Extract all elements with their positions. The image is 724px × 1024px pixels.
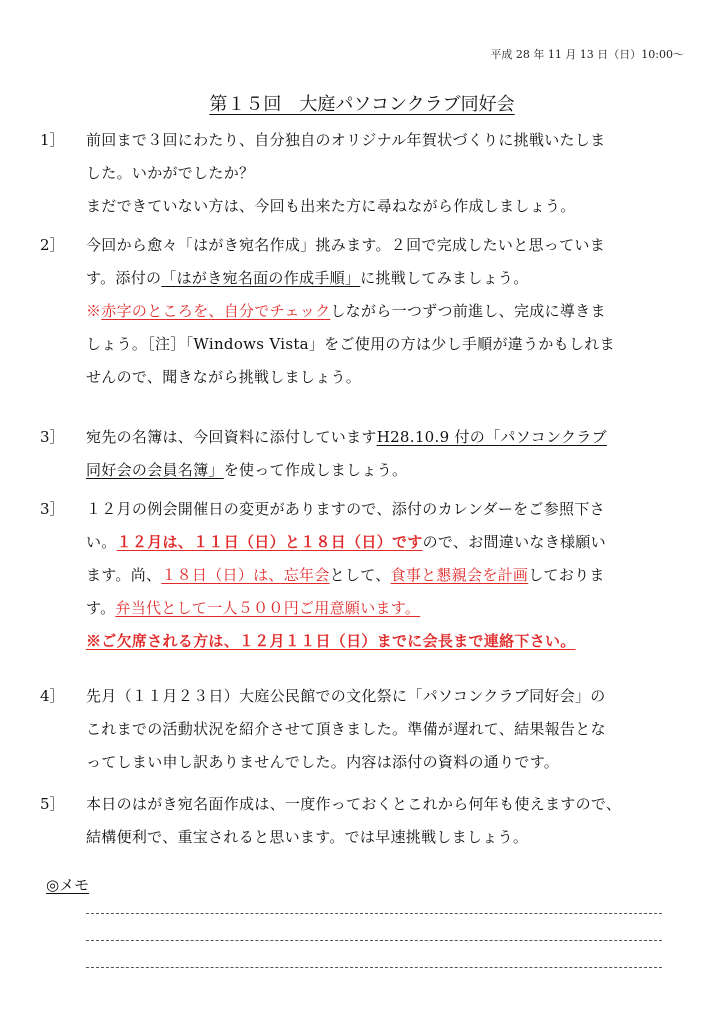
item-line: ※赤字のところを、自分でチェックしながら一つずつ前進し、完成に導きま bbox=[86, 302, 606, 320]
page-title: 第１５回 大庭パソコンクラブ同好会 bbox=[209, 94, 515, 115]
memo-line bbox=[86, 940, 662, 941]
item-line: い。１２月は、１１日（日）と１８日（日）ですので、お間違いなき様願い bbox=[86, 533, 606, 551]
december-dates: １２月は、１１日（日）と１８日（日）です bbox=[116, 533, 423, 551]
item-line: す。弁当代として一人５００円ご用意願います。 bbox=[86, 599, 421, 617]
item-line: しょう。［注］「Windows Vista」をご使用の方は少し手順が違うかもしれま bbox=[86, 335, 615, 353]
item-line: す。添付の「はがき宛名面の作成手順」に挑戦してみましょう。 bbox=[86, 269, 529, 287]
item-number: 1］ bbox=[40, 131, 65, 149]
item-line: 本日のはがき宛名面作成は、一度作っておくとこれから何年も使えますので、 bbox=[86, 795, 622, 813]
guide-reference: 「はがき宛名面の作成手順」 bbox=[161, 269, 361, 287]
item-line: ます。尚、１８日（日）は、忘年会として、食事と懇親会を計画しておりま bbox=[86, 566, 605, 584]
meeting-date: 平成 28 年 11 月 13 日（日）10:00～ bbox=[490, 48, 684, 61]
item-line: まだできていない方は、今回も出来た方に尋ねながら作成しましょう。 bbox=[86, 197, 576, 215]
item-number: 2］ bbox=[40, 236, 65, 254]
member-list-reference: 同好会の会員名簿」 bbox=[86, 461, 224, 479]
item-number: 4］ bbox=[40, 687, 65, 705]
item-line bbox=[86, 625, 680, 658]
item-line: 前回まで３回にわたり、自分独自のオリジナル年賀状づくりに挑戦いたしま bbox=[86, 131, 606, 149]
item-line: 結構便利で、重宝されると思います。では早速挑戦しましょう。 bbox=[86, 828, 529, 846]
item-line: 先月（１１月２３日）大庭公民館での文化祭に「パソコンクラブ同好会」の bbox=[86, 687, 606, 705]
item-line: これまでの活動状況を紹介させて頂きました。準備が遅れて、結果報告とな bbox=[86, 720, 606, 738]
dinner-plan: 食事と懇親会を計画 bbox=[390, 566, 529, 584]
red-check-note: 赤字のところを、自分でチェック bbox=[101, 302, 331, 320]
item-line: した。いかがでしたか？ bbox=[86, 164, 255, 182]
memo-line bbox=[86, 913, 662, 914]
item-line: 今回から愈々「はがき宛名作成」挑みます。２回で完成したいと思っていま bbox=[86, 236, 606, 254]
item-line: 同好会の会員名簿」を使って作成しましょう。 bbox=[86, 461, 408, 479]
item-line: １２月の例会開催日の変更がありますので、添付のカレンダーをご参照下さ bbox=[86, 500, 605, 518]
item-number: 5］ bbox=[40, 795, 65, 813]
year-end-party: １８日（日）は、忘年会 bbox=[161, 566, 330, 584]
item-line: ってしまい申し訳ありませんでした。内容は添付の資料の通りです。 bbox=[86, 753, 560, 771]
lunch-fee: 弁当代として一人５００円ご用意願います。 bbox=[115, 599, 421, 617]
member-list-reference: H28.10.9 付の「パソコンクラブ bbox=[376, 428, 607, 446]
item-line: せんので、聞きながら挑戦しましょう。 bbox=[86, 368, 362, 386]
memo-heading: ◎メモ bbox=[46, 876, 90, 894]
memo-line bbox=[86, 967, 662, 968]
item-line: 宛先の名簿は、今回資料に添付していますH28.10.9 付の「パソコンクラブ bbox=[86, 428, 607, 446]
absence-notice: ※ご欠席される方は、１２月１１日（日）までに会長まで連絡下さい。 bbox=[86, 632, 576, 650]
item-number: 3］ bbox=[40, 500, 65, 518]
item-number: 3］ bbox=[40, 428, 65, 446]
